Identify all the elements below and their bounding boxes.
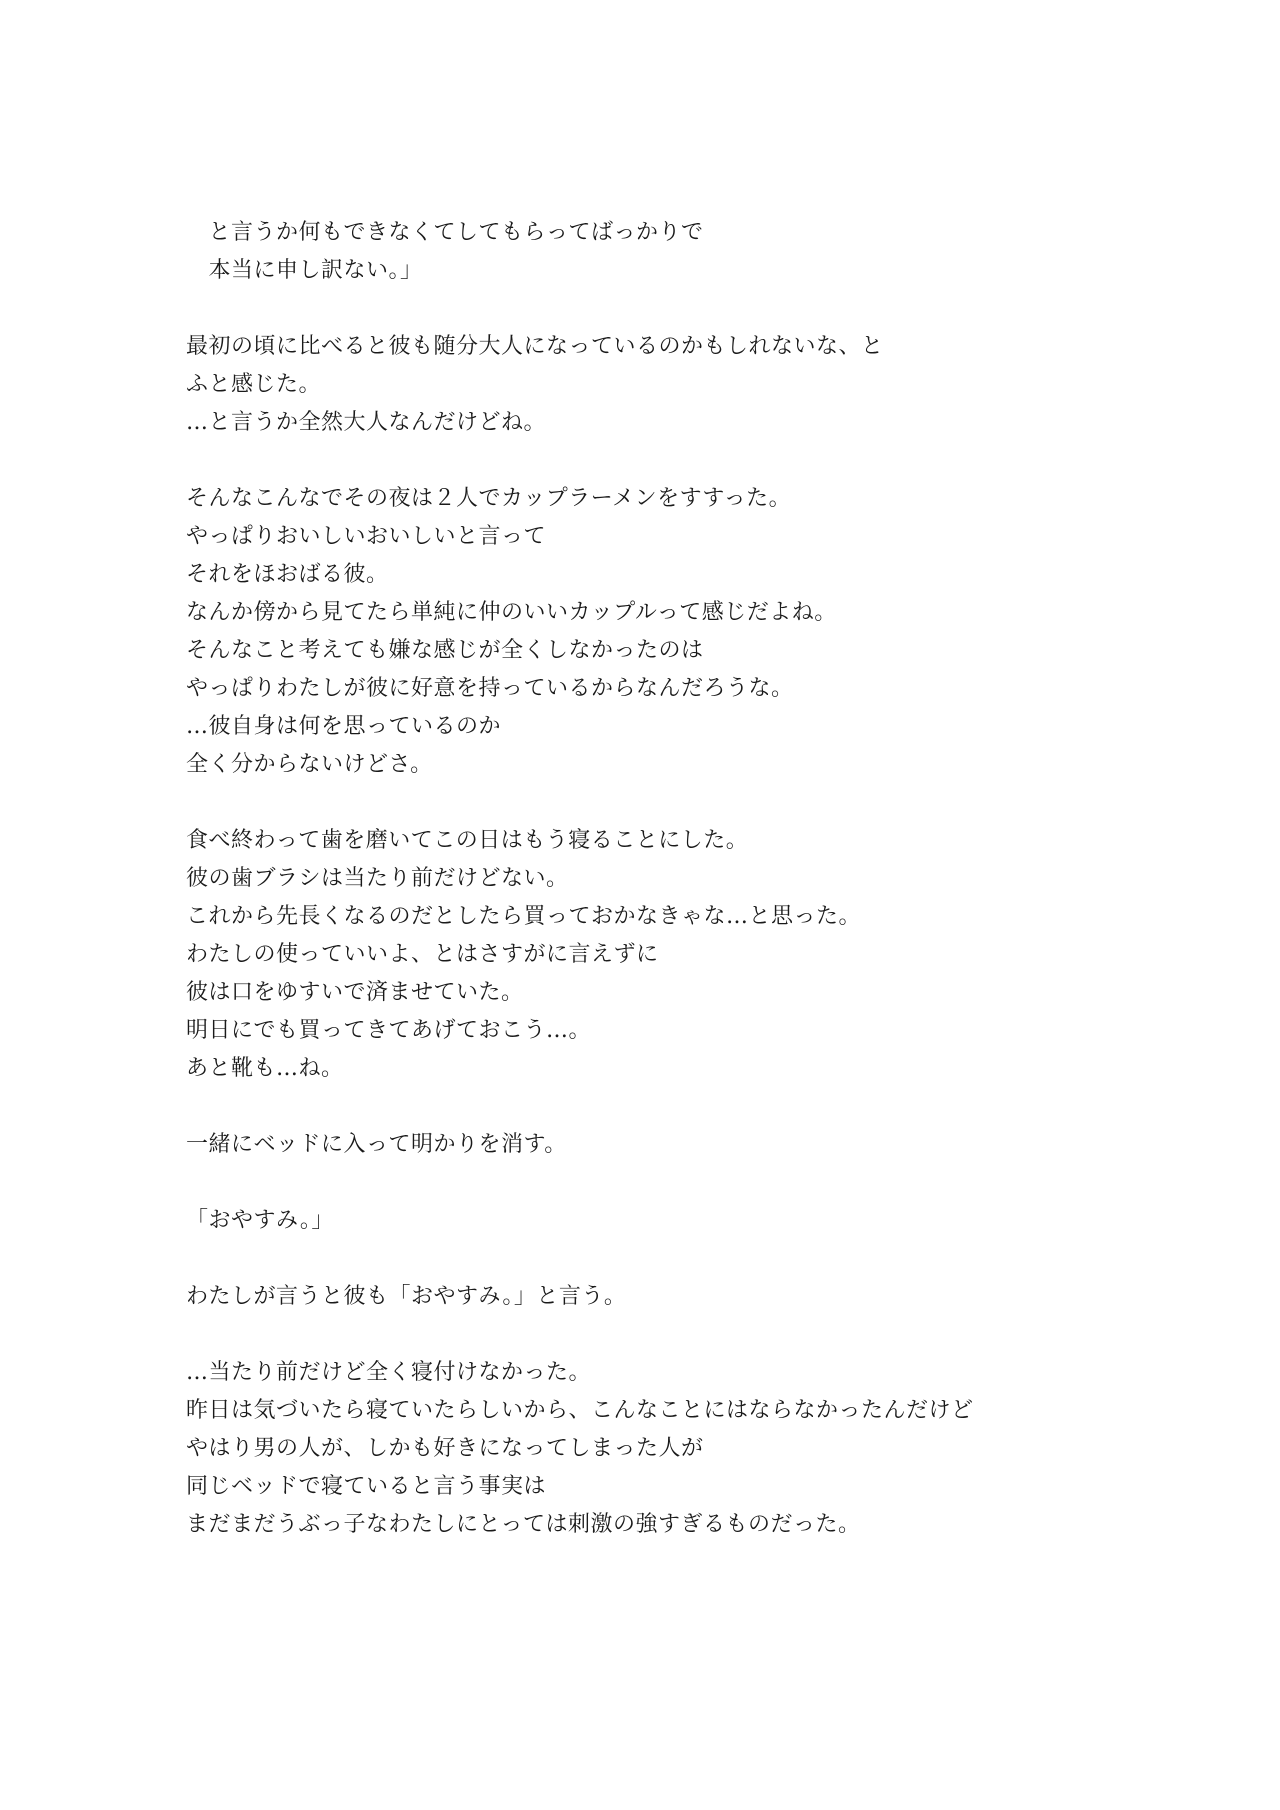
text-line: やっぱりわたしが彼に好意を持っているからなんだろうな。 [186, 676, 794, 701]
text-line: あと靴も…ね。 [186, 1056, 344, 1081]
paragraph-gap [186, 442, 1186, 480]
text-line: まだまだうぶっ子なわたしにとっては刺激の強すぎるものだった。 [186, 1512, 861, 1537]
paragraph-gap [186, 290, 1186, 328]
text-line: ふと感じた。 [186, 372, 322, 397]
text-line: それをほおばる彼。 [186, 562, 389, 587]
text-line: 彼の歯ブラシは当たり前だけどない。 [186, 866, 569, 891]
text-line: 昨日は気づいたら寝ていたらしいから、こんなことにはならなかったんだけど [186, 1398, 974, 1423]
text-line: 同じベッドで寝ていると言う事実は [186, 1474, 547, 1499]
text-line: やっぱりおいしいおいしいと言って [186, 524, 547, 549]
paragraph-gap [186, 1240, 1186, 1278]
text-line: わたしが言うと彼も「おやすみ。」と言う。 [186, 1284, 627, 1309]
body-text [186, 214, 1186, 1544]
text-line: これから先長くなるのだとしたら買っておかなきゃな…と思った。 [186, 904, 862, 929]
text-line: そんなこと考えても嫌な感じが全くしなかったのは [186, 638, 704, 663]
text-line: やはり男の人が、しかも好きになってしまった人が [186, 1436, 704, 1461]
text-line: と言うか何もできなくてしてもらってばっかりで [186, 220, 704, 245]
text-line: そんなこんなでその夜は２人でカップラーメンをすすった。 [186, 486, 792, 511]
paragraph-gap [186, 784, 1186, 822]
text-line: …彼自身は何を思っているのか [186, 714, 502, 739]
paragraph-gap [186, 1316, 1186, 1354]
text-line: 明日にでも買ってきてあげておこう…。 [186, 1018, 592, 1043]
text-line: わたしの使っていいよ、とはさすがに言えずに [186, 942, 659, 967]
text-line: 彼は口をゆすいで済ませていた。 [186, 980, 524, 1005]
text-line: 全く分からないけどさ。 [186, 752, 433, 777]
text-line: なんか傍から見てたら単純に仲のいいカップルって感じだよね。 [186, 600, 837, 625]
text-line: 「おやすみ。」 [186, 1208, 334, 1233]
paragraph-gap [186, 1088, 1186, 1126]
text-line: 最初の頃に比べると彼も随分大人になっているのかもしれないな、と [186, 334, 884, 359]
text-line: 本当に申し訳ない。」 [186, 258, 423, 283]
paragraph-gap [186, 1164, 1186, 1202]
text-line: 食べ終わって歯を磨いてこの日はもう寝ることにした。 [186, 828, 749, 853]
text-line: …当たり前だけど全く寝付けなかった。 [186, 1360, 592, 1385]
text-line: …と言うか全然大人なんだけどね。 [186, 410, 547, 435]
text-line: 一緒にベッドに入って明かりを消す。 [186, 1132, 567, 1157]
